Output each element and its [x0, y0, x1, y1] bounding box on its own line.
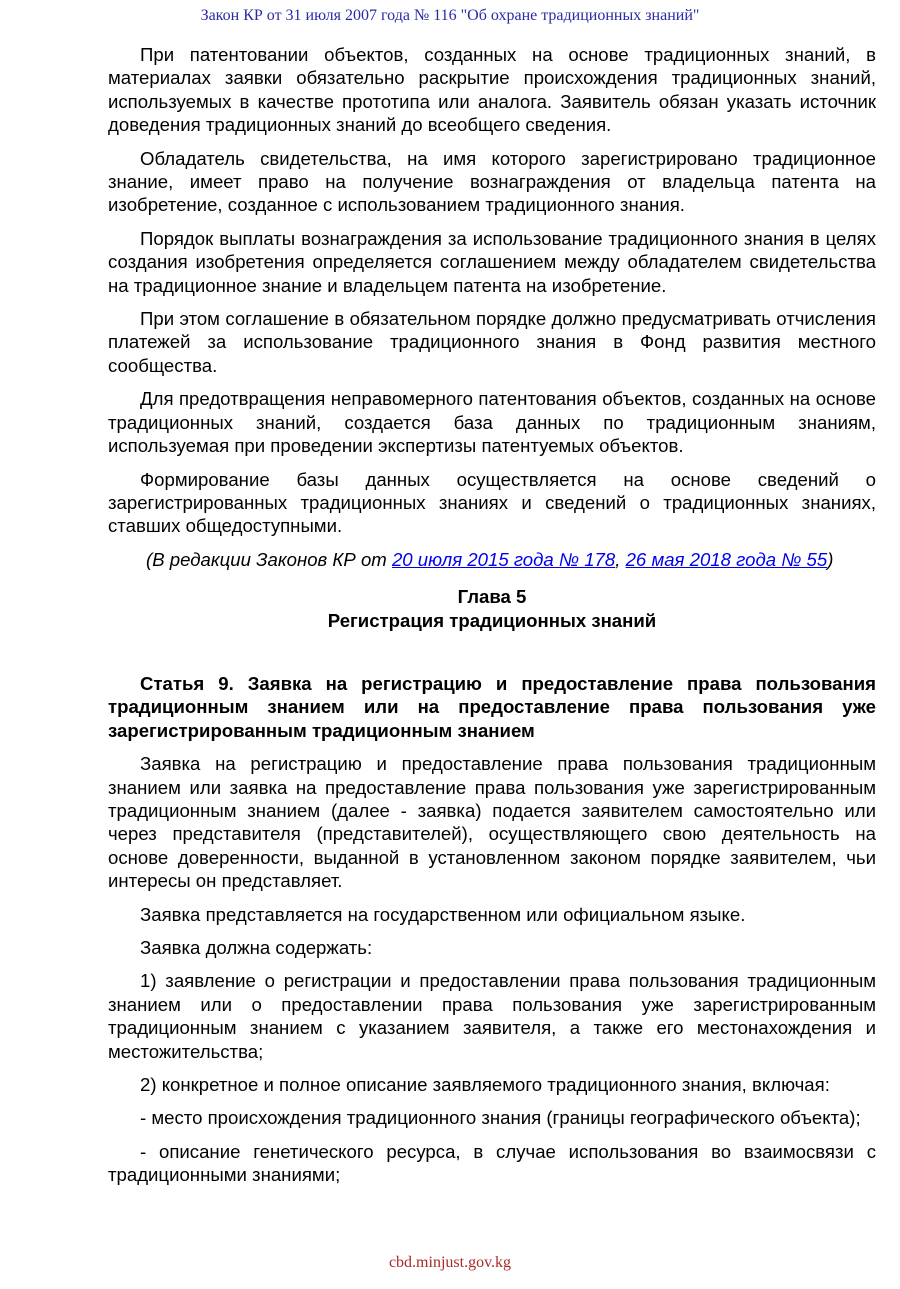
paragraph: Заявка должна содержать:: [140, 937, 373, 958]
article-title: Статья 9. Заявка на регистрацию и предоставление права пользования традиционным знанием или на предоставление права пользования уже зарегистрированным традиционным знанием: [108, 672, 876, 741]
chapter-title: Регистрация традиционных знаний: [327, 609, 657, 631]
chapter-number: Глава 5: [457, 586, 527, 608]
paragraph: Для предотвращения неправомерного патентования объектов, созданных на основе традиционных знаний, создается база данных по традиционным знаниям, используемая при проведении экспертизы патентуемых объектов.: [108, 388, 876, 457]
list-item: - место происхождения традиционного знания (границы географического объекта);: [140, 1107, 861, 1129]
chapter-spacer: [108, 632, 876, 672]
paragraph: Заявка представляется на государственном или официальном языке.: [140, 903, 746, 925]
amendment-note-prefix: (В редакции Законов КР от: [146, 548, 392, 570]
list-item: 2) конкретное и полное описание заявляемого традиционного знания, включая:: [140, 1074, 830, 1096]
list-item: 1) заявление о регистрации и предоставлении права пользования традиционным знанием или о предоставлении права пользования уже зарегистрированным традиционным знанием с указанием заявителя, а также его местонахождения и местожительства;: [108, 970, 876, 1062]
amendment-note: [108, 548, 876, 571]
amendment-note-suffix: ): [827, 548, 834, 570]
paragraph: Формирование базы данных осуществляется на основе сведений о зарегистрированных традиционных знаниях и сведений о традиционных знаниях, ставших общедоступными.: [108, 468, 876, 537]
list-item: - описание генетического ресурса, в случае использования во взаимосвязи с традиционными знаниями;: [108, 1140, 876, 1186]
amendment-note-separator: ,: [615, 548, 626, 570]
amendment-link-2015[interactable]: 20 июля 2015 года № 178: [391, 548, 616, 570]
document-body: [108, 43, 876, 1197]
page-header: Закон КР от 31 июля 2007 года № 116 "Об охране традиционных знаний": [200, 7, 700, 24]
paragraph: Заявка на регистрацию и предоставление права пользования традиционным знанием или заявка на предоставление права пользования уже зарегистрированным традиционным знанием (далее - заявка) подается заявителем самостоятельно или через представителя (представителей), осуществляющего свою деятельность на основе доверенности, выданной в установленном законом порядке заявителем, чьи интересы он представляет.: [108, 753, 876, 892]
paragraph: Обладатель свидетельства, на имя которого зарегистрировано традиционное знание, имеет право на получение вознаграждения от владельца патента на изобретение, созданное с использованием традиционного знания.: [108, 147, 876, 216]
paragraph: При патентовании объектов, созданных на основе традиционных знаний, в материалах заявки обязательно раскрытие происхождения традиционных знаний, используемых в качестве прототипа или аналога. Заявитель обязан указать источник доведения традиционных знаний до всеобщего сведения.: [108, 44, 876, 136]
paragraph: При этом соглашение в обязательном порядке должно предусматривать отчисления платежей за использование традиционного знания в Фонд развития местного сообщества.: [108, 308, 876, 376]
amendment-link-2018[interactable]: 26 мая 2018 года № 55: [625, 548, 828, 570]
page-footer: cbd.minjust.gov.kg: [388, 1254, 512, 1271]
paragraph: Порядок выплаты вознаграждения за использование традиционного знания в целях создания изобретения определяется соглашением между обладателем свидетельства на традиционное знание и владельцем патента на изобретение.: [108, 227, 876, 296]
